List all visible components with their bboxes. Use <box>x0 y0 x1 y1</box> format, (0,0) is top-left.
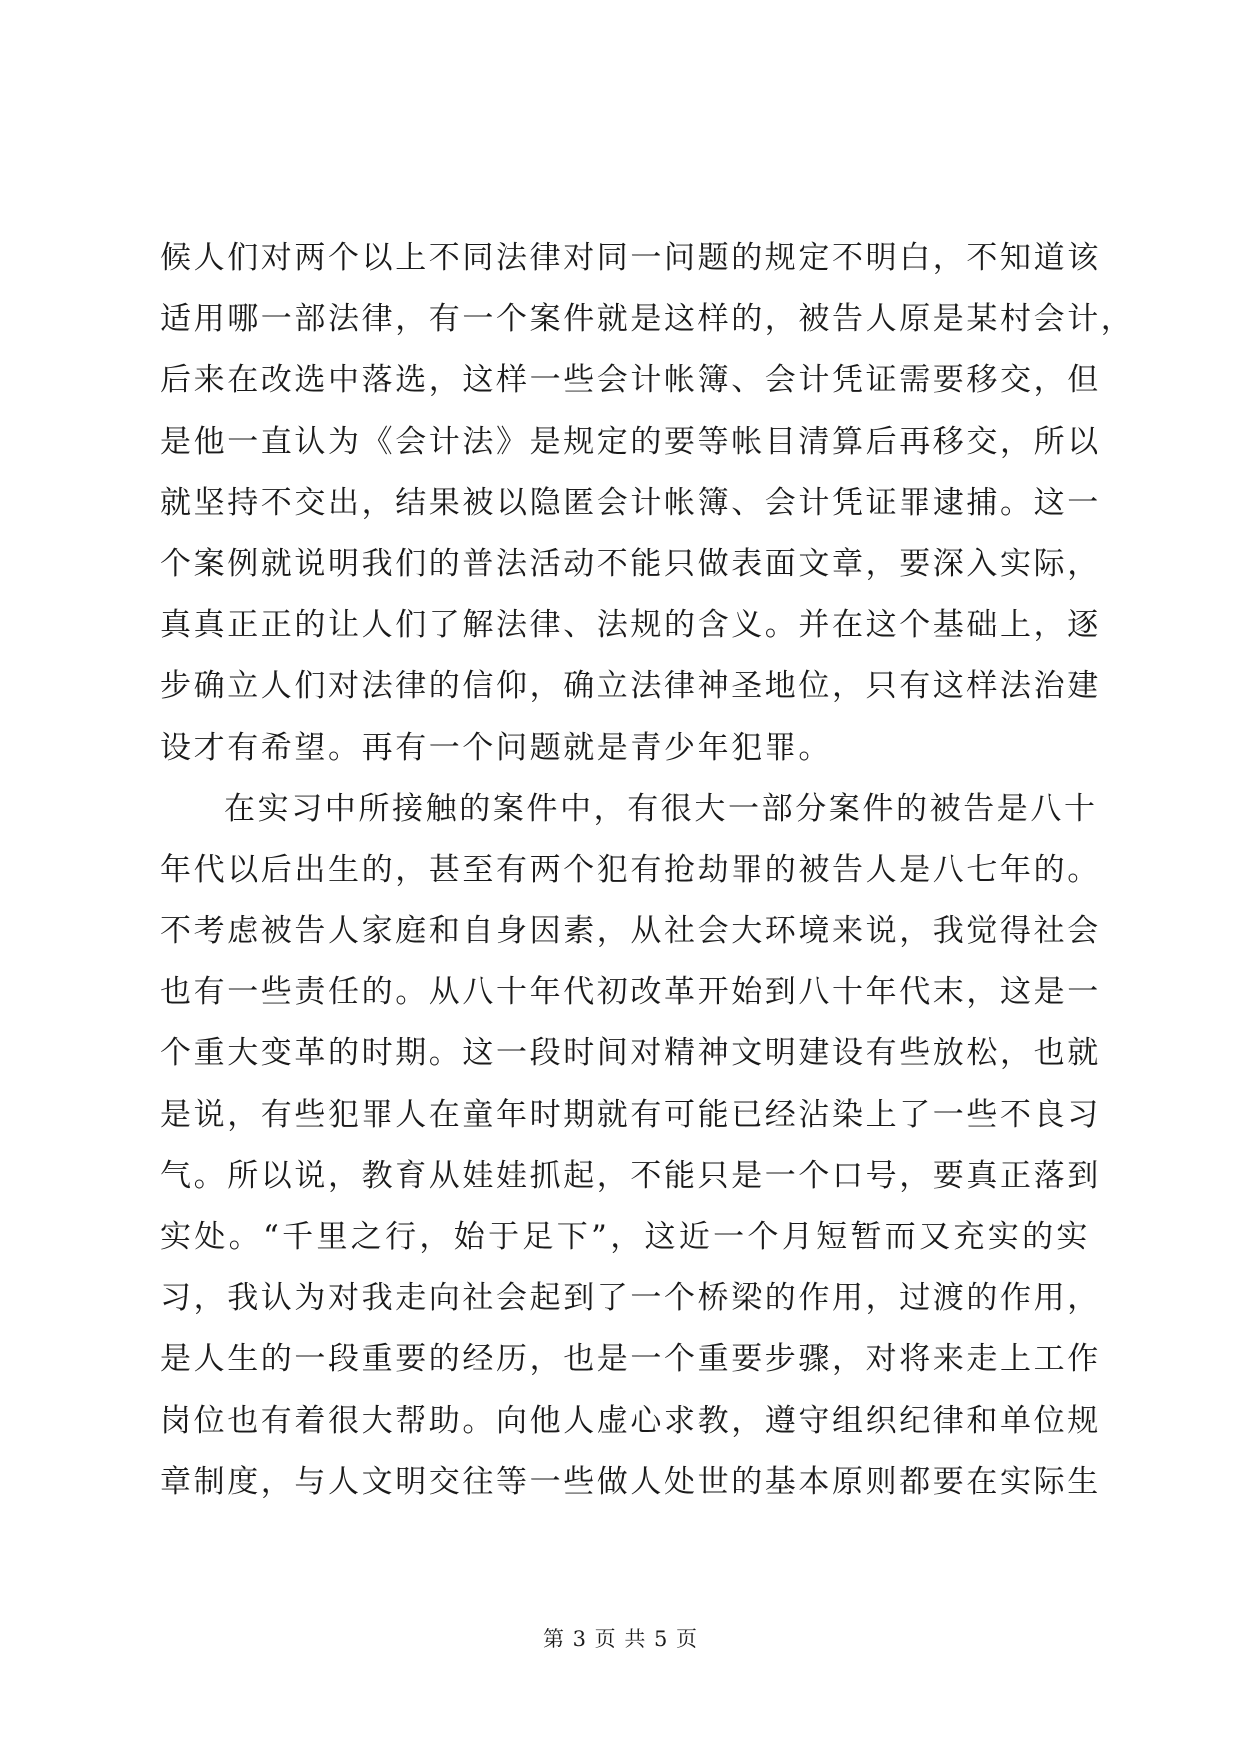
text-line: 步确立人们对法律的信仰，确立法律神圣地位，只有这样法治建 <box>160 668 1101 705</box>
paragraph-1 <box>160 228 1135 779</box>
text-line: 岗位也有着很大帮助。向他人虚心求教，遵守组织纪律和单位规 <box>160 1402 1101 1439</box>
page-footer <box>0 1623 1241 1653</box>
text-line: 就坚持不交出，结果被以隐匿会计帐簿、会计凭证罪逮捕。这一 <box>160 484 1101 521</box>
text-line: 是人生的一段重要的经历，也是一个重要步骤，对将来走上工作 <box>160 1341 1101 1378</box>
text-line: 适用哪一部法律，有一个案件就是这样的，被告人原是某村会计， <box>160 301 1135 338</box>
text-line: 习，我认为对我走向社会起到了一个桥梁的作用，过渡的作用， <box>160 1280 1101 1317</box>
text-line: 年代以后出生的，甚至有两个犯有抢劫罪的被告人是八七年的。 <box>160 851 1101 888</box>
page-number-label: 第 3 页 共 5 页 <box>542 1627 699 1651</box>
text-line: 后来在改选中落选，这样一些会计帐簿、会计凭证需要移交，但 <box>160 362 1101 399</box>
text-line: 真真正正的让人们了解法律、法规的含义。并在这个基础上，逐 <box>160 607 1101 644</box>
text-line: 个重大变革的时期。这一段时间对精神文明建设有些放松，也就 <box>160 1035 1101 1072</box>
text-line: 个案例就说明我们的普法活动不能只做表面文章，要深入实际， <box>160 545 1101 582</box>
text-line: 实处。“千里之行，始于足下”，这近一个月短暂而又充实的实 <box>160 1219 1090 1255</box>
text-line: 也有一些责任的。从八十年代初改革开始到八十年代末，这是一 <box>160 974 1101 1011</box>
text-line: 在实习中所接触的案件中，有很大一部分案件的被告是八十 <box>224 790 1098 827</box>
text-line: 是说，有些犯罪人在童年时期就有可能已经沾染上了一些不良习 <box>160 1096 1101 1133</box>
text-line: 章制度，与人文明交往等一些做人处世的基本原则都要在实际生 <box>160 1463 1101 1500</box>
paragraph-2 <box>160 779 1101 1513</box>
text-line: 候人们对两个以上不同法律对同一问题的规定不明白，不知道该 <box>160 240 1101 276</box>
text-line: 是他一直认为《会计法》是规定的要等帐目清算后再移交，所以 <box>160 423 1101 460</box>
text-line: 气。所以说，教育从娃娃抓起，不能只是一个口号，要真正落到 <box>160 1157 1101 1194</box>
body-text <box>160 228 1135 1513</box>
text-line: 不考虑被告人家庭和自身因素，从社会大环境来说，我觉得社会 <box>160 913 1101 950</box>
text-line: 设才有希望。再有一个问题就是青少年犯罪。 <box>160 729 832 766</box>
